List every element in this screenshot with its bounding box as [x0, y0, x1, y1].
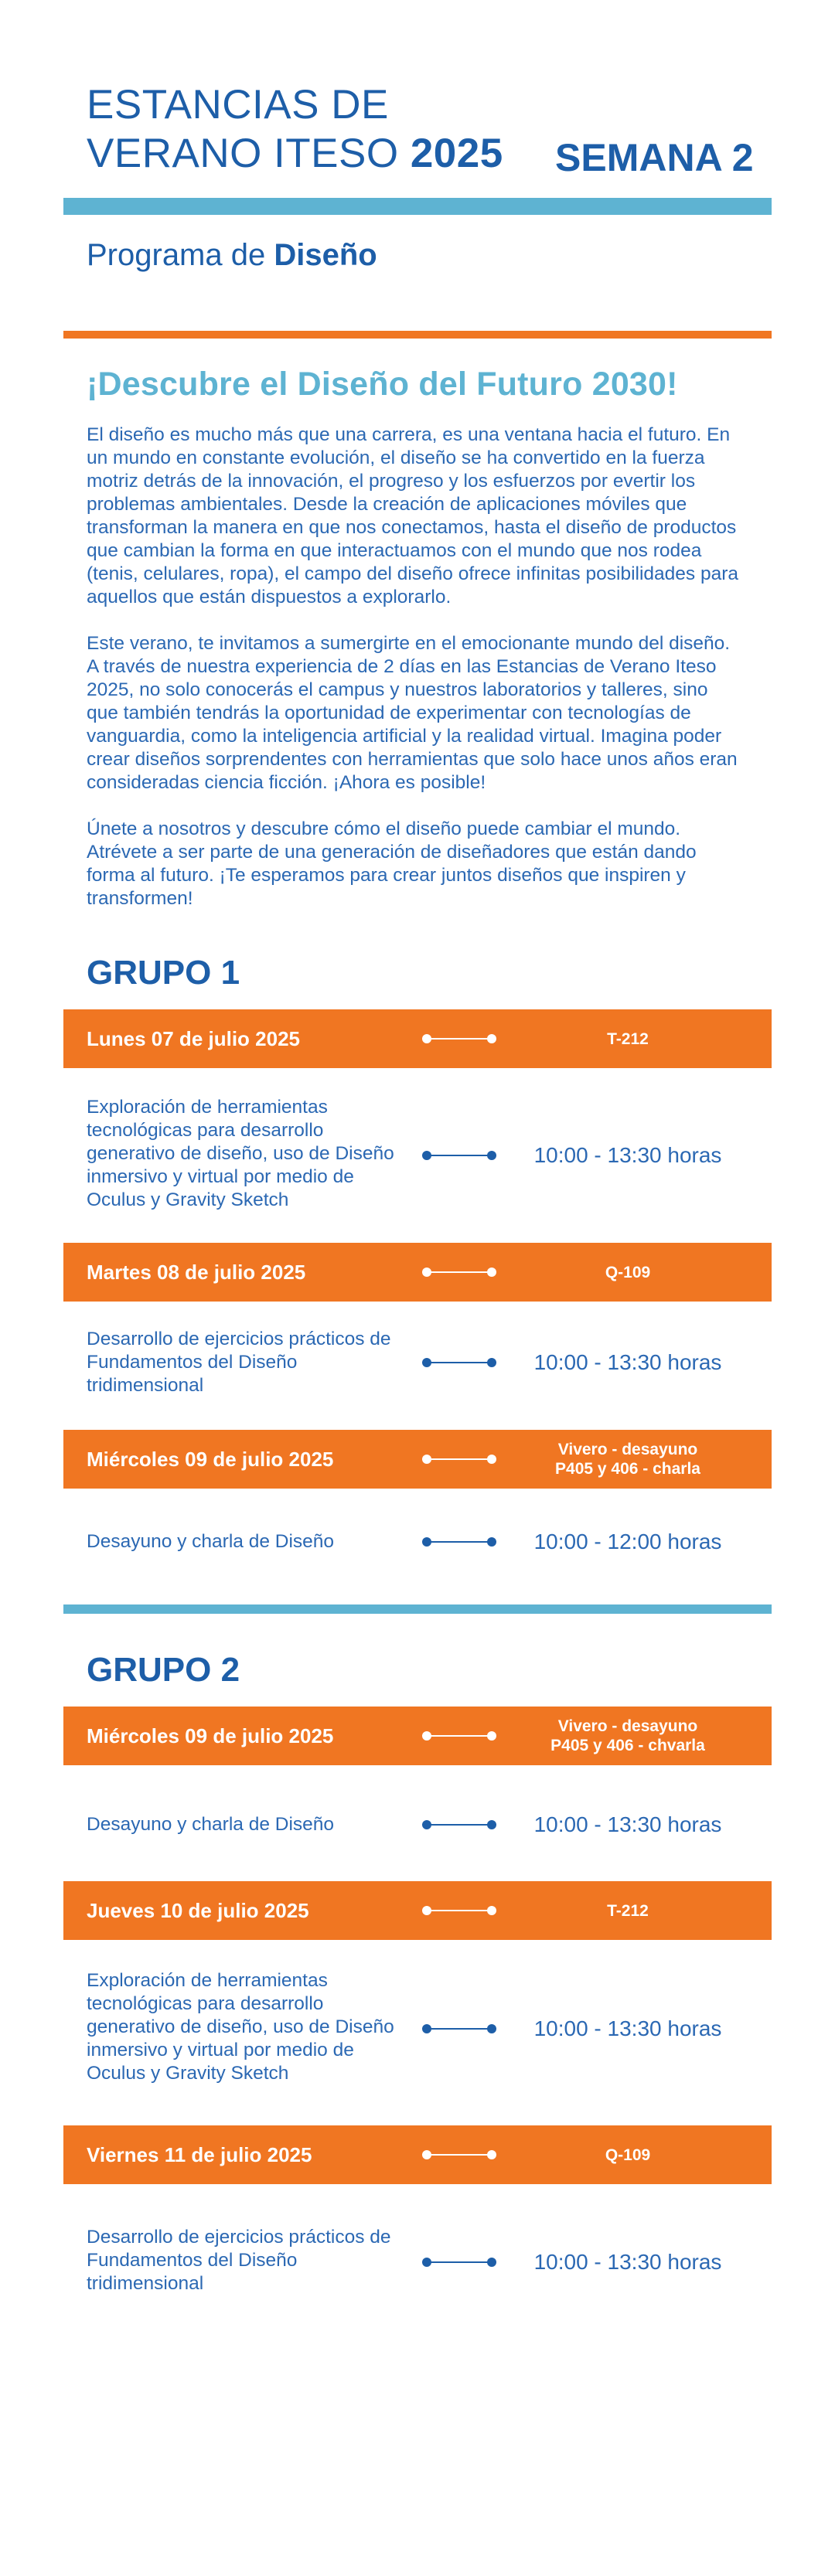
session-location: T-212 — [607, 1901, 649, 1920]
session-date: Lunes 07 de julio 2025 — [87, 1026, 300, 1050]
session-time: 10:00 - 13:30 horas — [533, 1143, 722, 1167]
title-line-1: ESTANCIAS DE — [87, 82, 389, 128]
session-location — [512, 1707, 744, 1765]
group-2-title: GRUPO 2 — [87, 1651, 240, 1689]
session-date: Martes 08 de julio 2025 — [87, 1260, 306, 1284]
dot-line-dot-icon — [422, 2149, 496, 2160]
group-divider — [63, 1604, 772, 1614]
programa-prefix: Programa de — [87, 238, 266, 272]
dot-line-dot-icon — [422, 1536, 496, 1547]
session-location — [512, 1430, 744, 1489]
session-activity: Desayuno y charla de Diseño — [87, 1531, 335, 1552]
session-activity: Desayuno y charla de Diseño — [87, 1814, 335, 1835]
session-header-bar — [63, 1243, 772, 1302]
section-divider — [63, 331, 772, 339]
intro-paragraph-2: Este verano, te invitamos a sumergirte en el emocionante mundo del diseño. A través de nuestra experiencia de 2 días en las Estancias de Verano Iteso 2025, no solo conocerás el campus y nuestros laboratorios y talleres, sino que también tendrás la oportunidad de experimentar con tecnologías de vanguardia, como la inteligencia artificial y la realidad virtual. Imagina poder crear diseños sorprendentes con herramientas que solo hace unos años eran consideradas ciencia ficción. ¡Ahora es posible! — [87, 633, 738, 793]
title-year: 2025 — [410, 131, 503, 176]
session-header-bar — [63, 1707, 772, 1765]
session-location: Q-109 — [605, 1263, 651, 1281]
session-header-bar — [63, 2125, 772, 2184]
session-header-bar — [63, 1009, 772, 1068]
session-time: 10:00 - 12:00 horas — [533, 1530, 722, 1553]
programa-title — [87, 235, 377, 275]
dot-line-dot-icon — [422, 1905, 496, 1916]
session-activity: Exploración de herramientas tecnológicas para desarrollo generativo de diseño, uso de Diseño inmersivo y virtual por medio de Oculus y Gravity Sketch — [87, 1097, 394, 1210]
session-activity: Desarrollo de ejercicios prácticos de Fundamentos del Diseño tridimensional — [87, 1329, 391, 1396]
location-line-1: Vivero - desayuno — [557, 1441, 698, 1458]
session-activity: Desarrollo de ejercicios prácticos de Fundamentos del Diseño tridimensional — [87, 2227, 391, 2294]
dot-line-dot-icon — [422, 1819, 496, 1830]
dot-line-dot-icon — [422, 1730, 496, 1741]
dot-line-dot-icon — [422, 2023, 496, 2034]
session-location: Q-109 — [605, 2146, 651, 2164]
session-time: 10:00 - 13:30 horas — [533, 1350, 722, 1374]
intro-paragraph-1: El diseño es mucho más que una carrera, es una ventana hacia el futuro. En un mundo en constante evolución, el diseño se ha convertido en la fuerza motriz detrás de la innovación, el progreso y los esfuerzos por evertir los problemas ambientales. Desde la creación de aplicaciones móviles que transforman la manera en que nos conectamos, hasta el diseño de productos que cambian la forma en que interactuamos con el mundo que nos rodea (tenis, celulares, ropa), el campo del diseño ofrece infinitas posibilidades para aquellos que están dispuestos a explorarlo. — [87, 424, 738, 607]
dot-line-dot-icon — [422, 2257, 496, 2268]
programa-name: Diseño — [274, 238, 377, 272]
location-line-2: P405 y 406 - charla — [555, 1460, 700, 1478]
session-time: 10:00 - 13:30 horas — [533, 1812, 722, 1836]
header-divider — [63, 198, 772, 215]
session-time: 10:00 - 13:30 horas — [533, 2250, 722, 2274]
session-activity: Exploración de herramientas tecnológicas para desarrollo generativo de diseño, uso de Diseño inmersivo y virtual por medio de Oculus y Gravity Sketch — [87, 1970, 394, 2084]
session-location: T-212 — [607, 1029, 649, 1048]
location-line-1: Vivero - desayuno — [557, 1717, 698, 1735]
location-line-2: P405 y 406 - chvarla — [550, 1737, 705, 1754]
dot-line-dot-icon — [422, 1267, 496, 1278]
session-header-bar — [63, 1881, 772, 1940]
session-date: Miércoles 09 de julio 2025 — [87, 1447, 334, 1471]
session-header-bar — [63, 1430, 772, 1489]
semana-label: SEMANA 2 — [555, 136, 754, 179]
dot-line-dot-icon — [422, 1357, 496, 1368]
dot-line-dot-icon — [422, 1454, 496, 1465]
dot-line-dot-icon — [422, 1033, 496, 1044]
dot-line-dot-icon — [422, 1150, 496, 1161]
session-time: 10:00 - 13:30 horas — [533, 2016, 722, 2040]
intro-paragraph-3: Únete a nosotros y descubre cómo el diseño puede cambiar el mundo. Atrévete a ser parte de una generación de diseñadores que están dando forma al futuro. ¡Te esperamos para crear juntos diseños que inspiren y transformen! — [87, 818, 697, 909]
session-date: Viernes 11 de julio 2025 — [87, 2142, 312, 2166]
intro-headline: ¡Descubre el Diseño del Futuro 2030! — [87, 366, 678, 403]
session-date: Jueves 10 de julio 2025 — [87, 1898, 309, 1922]
group-1-title: GRUPO 1 — [87, 954, 240, 992]
title-prefix: VERANO ITESO — [87, 131, 399, 176]
session-date: Miércoles 09 de julio 2025 — [87, 1724, 334, 1747]
